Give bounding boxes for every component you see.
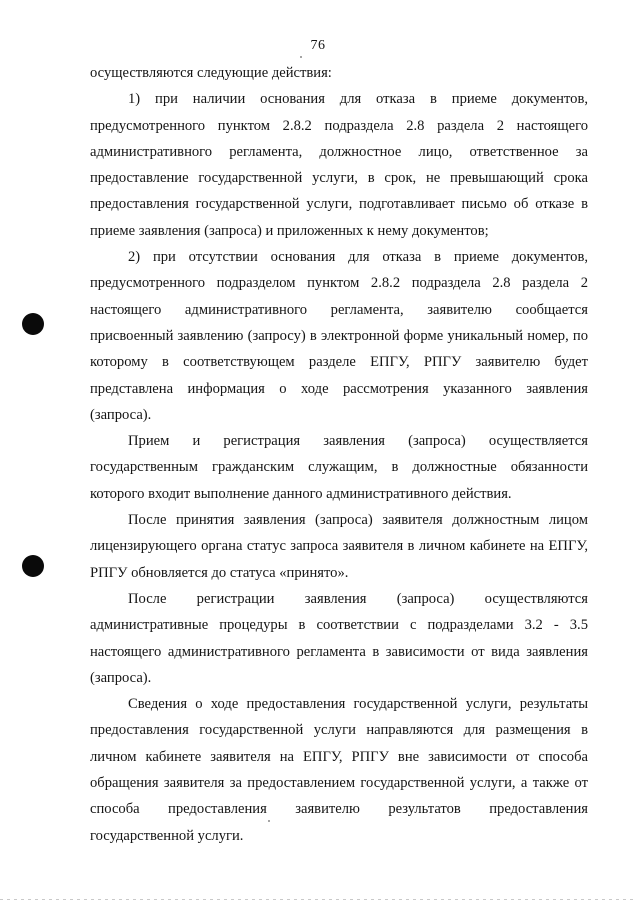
binder-hole-bottom: [22, 555, 44, 577]
document-body: [90, 60, 588, 849]
page-number: 76: [310, 38, 326, 53]
paragraph-procedures: После регистрации заявления (запроса) осуществляются административные процедуры в соответствии с подразделами 3.2 - 3.5 настоящего административного регламента в зависимости от вида заявления (запроса).: [90, 590, 588, 686]
scan-edge-line: [0, 899, 636, 900]
paragraph-status-update: После принятия заявления (запроса) заявителя должностным лицом лицензирующего органа статус запроса заявителя в личном кабинете на ЕПГУ, РПГУ обновляется до статуса «принято».: [90, 512, 588, 581]
paragraph-item-2: 2) при отсутствии основания для отказа в приеме документов, предусмотренного подразделом пунктом 2.8.2 подраздела 2.8 раздела 2 настоящего административного регламента, заявителю сообщается присвоенный заявлению (запросу) в электронной форме уникальный номер, по которому в соответствующем разделе ЕПГУ, РПГУ заявителю будет представлена информация о ходе рассмотрения указанного заявления (запроса).: [90, 249, 588, 423]
paragraph-results: Сведения о ходе предоставления государственной услуги, результаты предоставления государственной услуги направляются для размещения в личном кабинете заявителя на ЕПГУ, РПГУ вне зависимости от способа обращения заявителя за предоставлением государственной услуги, а также от способа предоставления заявителю результатов предоставления государственной услуги.: [90, 696, 588, 844]
paragraph-item-1: 1) при наличии основания для отказа в приеме документов, предусмотренного пунктом 2.8.2 подраздела 2.8 раздела 2 настоящего административного регламента, должностное лицо, ответственное за предоставление государственной услуги, в срок, не превышающий срока предоставления государственной услуги, подготавливает письмо об отказе в приеме заявления (запроса) и приложенных к нему документов;: [90, 91, 588, 239]
binder-hole-top: [22, 313, 44, 335]
paragraph-registration: Прием и регистрация заявления (запроса) осуществляется государственным гражданским служащим, в должностные обязанности которого входит выполнение данного административного действия.: [90, 433, 588, 502]
scan-speck: [300, 56, 302, 58]
paragraph-continuation: осуществляются следующие действия:: [90, 65, 332, 81]
